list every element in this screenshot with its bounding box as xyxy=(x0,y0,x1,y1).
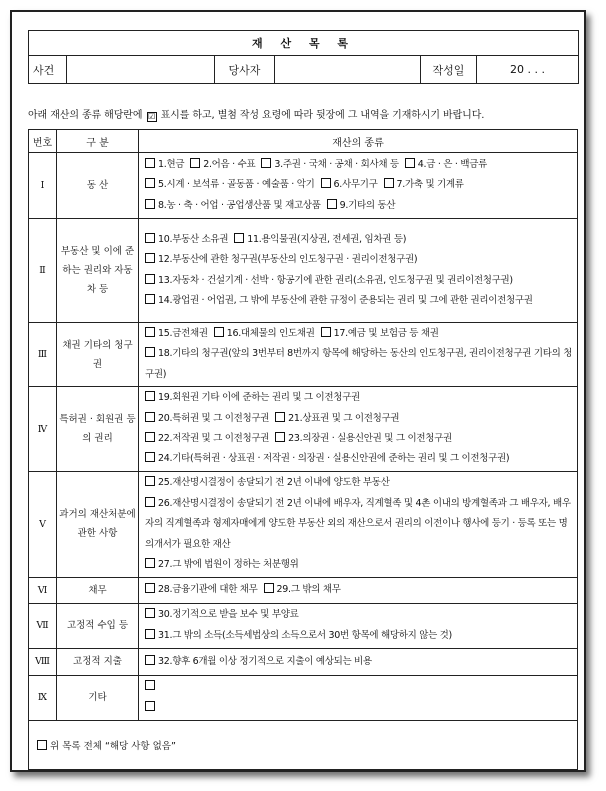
item-line xyxy=(145,344,573,385)
header-category: 구 분 xyxy=(57,130,139,153)
asset-item xyxy=(145,392,360,403)
item-line xyxy=(145,698,573,718)
asset-label: 26.재산명시결정이 송달되기 전 2년 이내에 배우자, 직계혈족 및 4촌 이내의 방계혈족과 그 배우자, 배우자의 직계혈족과 형제자매에게 양도한 부동산 외의 재산으로서 권리의 이전이나 행사에 등기 · 등록 또는 명의개서가 필요한 재산 xyxy=(145,497,571,550)
row-category: 특허권 · 회원권 등의 권리 xyxy=(57,387,139,472)
row-items xyxy=(139,471,578,577)
asset-item xyxy=(145,254,417,265)
asset-item xyxy=(261,159,398,170)
row-number: Ⅴ xyxy=(29,471,57,577)
asset-label: 1.현금 xyxy=(158,158,185,170)
row-number: Ⅷ xyxy=(29,648,57,675)
row-number: Ⅰ xyxy=(29,153,57,219)
asset-label: 20.특허권 및 그 이전청구권 xyxy=(158,412,270,424)
asset-checkbox[interactable] xyxy=(384,178,394,188)
case-field[interactable] xyxy=(67,56,215,84)
table-row xyxy=(29,603,578,648)
asset-checkbox[interactable] xyxy=(145,158,155,168)
asset-checkbox[interactable] xyxy=(145,233,155,243)
asset-checkbox[interactable] xyxy=(145,497,155,507)
asset-checkbox[interactable] xyxy=(145,327,155,337)
asset-label: 21.상표권 및 그 이전청구권 xyxy=(288,412,400,424)
asset-checkbox[interactable] xyxy=(145,655,155,665)
asset-item xyxy=(145,413,269,424)
asset-label: 8.농 · 축 · 어업 · 공업생산품 및 재고상품 xyxy=(158,199,321,211)
asset-label: 12.부동산에 관한 청구권(부동산의 인도청구권 · 권리이전청구권) xyxy=(158,254,418,266)
asset-item xyxy=(145,348,572,379)
row-category: 고정적 수입 등 xyxy=(57,603,139,648)
instruction-after: 표시를 하고, 별첨 작성 요령에 따라 뒷장에 그 내역을 기재하시기 바랍니다. xyxy=(160,110,485,121)
asset-item xyxy=(145,328,208,339)
row-number: Ⅳ xyxy=(29,387,57,472)
item-line xyxy=(145,555,573,575)
table-row xyxy=(29,387,578,472)
item-line xyxy=(145,605,573,625)
asset-label: 15.금전채권 xyxy=(158,328,208,339)
table-row xyxy=(29,471,578,577)
asset-item xyxy=(145,295,533,306)
row-category: 고정적 지출 xyxy=(57,648,139,675)
item-line xyxy=(145,271,573,291)
asset-item xyxy=(145,681,158,692)
asset-label: 23.의장권 · 실용신안권 및 그 이전청구권 xyxy=(288,433,452,445)
asset-label: 5.시계 · 보석류 · 골동품 · 예술품 · 악기 xyxy=(158,179,315,191)
item-line xyxy=(145,175,573,195)
row-category: 부동산 및 이에 준하는 권리와 자동차 등 xyxy=(57,219,139,323)
checkmark-icon: ☑ xyxy=(147,112,156,121)
asset-label: 16.대체물의 인도채권 xyxy=(226,328,315,339)
no-assets-row xyxy=(29,720,578,769)
asset-item xyxy=(145,159,184,170)
asset-label: 24.기타(특허권 · 상표권 · 저작권 · 의장권 · 실용신안권에 준하는 권리 및 그 이전청구권) xyxy=(158,453,510,465)
asset-item xyxy=(405,159,487,170)
asset-table xyxy=(28,129,578,770)
date-label: 작성일 xyxy=(421,56,477,84)
asset-item xyxy=(145,498,571,550)
asset-item xyxy=(384,179,464,190)
asset-item xyxy=(145,630,452,641)
item-line xyxy=(145,494,573,555)
table-row xyxy=(29,219,578,323)
asset-label: 7.가축 및 기계류 xyxy=(396,179,464,191)
asset-checkbox[interactable] xyxy=(145,412,155,422)
asset-checkbox[interactable] xyxy=(261,158,271,168)
item-line xyxy=(145,409,573,429)
item-line xyxy=(145,429,573,449)
asset-checkbox[interactable] xyxy=(145,253,155,263)
asset-checkbox[interactable] xyxy=(145,347,155,357)
asset-label: 6.사무기구 xyxy=(333,179,378,191)
item-line xyxy=(145,449,573,469)
item-line xyxy=(145,324,573,344)
asset-label: 18.기타의 청구권(앞의 3번부터 8번까지 항목에 해당하는 동산의 인도청구권, 권리이전청구권 기타의 청구권) xyxy=(145,348,573,380)
asset-label: 25.재산명시결정이 송달되기 전 2년 이내에 양도한 부동산 xyxy=(158,477,390,489)
asset-checkbox[interactable] xyxy=(145,476,155,486)
item-line xyxy=(145,291,573,311)
asset-label: 22.저작권 및 그 이전청구권 xyxy=(158,433,270,445)
asset-checkbox[interactable] xyxy=(145,294,155,304)
asset-checkbox[interactable] xyxy=(145,199,155,209)
asset-item xyxy=(321,179,378,190)
row-items xyxy=(139,387,578,472)
no-assets-checkbox[interactable] xyxy=(37,740,47,750)
row-number: Ⅵ xyxy=(29,577,57,603)
row-items xyxy=(139,219,578,323)
asset-checkbox[interactable] xyxy=(190,158,200,168)
item-line xyxy=(145,196,573,216)
table-row xyxy=(29,675,578,720)
table-row xyxy=(29,648,578,675)
asset-checkbox[interactable] xyxy=(145,701,155,711)
document-title: 재 산 목 록 xyxy=(29,31,579,56)
asset-checkbox[interactable] xyxy=(214,327,224,337)
asset-checkbox[interactable] xyxy=(145,629,155,639)
asset-item xyxy=(275,433,452,444)
item-line xyxy=(145,250,573,270)
item-line xyxy=(145,626,573,646)
header-asset-type: 재산의 종류 xyxy=(139,130,578,153)
asset-item xyxy=(321,328,439,339)
asset-item xyxy=(214,328,315,339)
asset-item xyxy=(145,656,372,667)
asset-label: 28.금융기관에 대한 채무 xyxy=(158,584,258,596)
row-items xyxy=(139,323,578,387)
no-assets-label: 위 목록 전체 “해당 사항 없음” xyxy=(50,740,176,752)
asset-item xyxy=(145,477,390,488)
row-number: Ⅶ xyxy=(29,603,57,648)
asset-item xyxy=(327,200,396,211)
asset-item xyxy=(145,234,228,245)
asset-label: 27.그 밖에 법원이 정하는 처분행위 xyxy=(158,558,299,570)
asset-label: 11.용익물권(지상권, 전세권, 임차권 등) xyxy=(247,233,407,245)
asset-label: 13.자동차 · 건설기계 · 선박 · 항공기에 관한 권리(소유권, 인도청구권 및 권리이전청구권) xyxy=(158,274,513,286)
party-field[interactable] xyxy=(275,56,421,84)
item-line xyxy=(145,652,573,672)
table-row xyxy=(29,577,578,603)
row-items xyxy=(139,603,578,648)
case-label: 사건 xyxy=(29,56,67,84)
asset-item xyxy=(145,433,269,444)
asset-item xyxy=(145,559,299,570)
row-items xyxy=(139,577,578,603)
table-row xyxy=(29,153,578,219)
asset-item xyxy=(190,159,255,170)
item-line xyxy=(145,580,573,600)
asset-label: 29.그 밖의 채무 xyxy=(276,584,341,596)
item-line xyxy=(145,388,573,408)
asset-label: 31.그 밖의 소득(소득세법상의 소득으로서 30번 항목에 해당하지 않는 것) xyxy=(158,629,452,641)
asset-checkbox[interactable] xyxy=(405,158,415,168)
asset-item xyxy=(145,275,513,286)
row-number: Ⅱ xyxy=(29,219,57,323)
row-category: 채무 xyxy=(57,577,139,603)
row-number: Ⅸ xyxy=(29,675,57,720)
asset-checkbox[interactable] xyxy=(145,432,155,442)
asset-item xyxy=(145,453,509,464)
asset-item xyxy=(145,200,321,211)
asset-checkbox[interactable] xyxy=(234,233,244,243)
row-category: 동 산 xyxy=(57,153,139,219)
asset-checkbox[interactable] xyxy=(275,432,285,442)
row-number: Ⅲ xyxy=(29,323,57,387)
row-items xyxy=(139,153,578,219)
asset-item xyxy=(145,609,299,620)
asset-label: 14.광업권 · 어업권, 그 밖에 부동산에 관한 규정이 준용되는 권리 및 그에 관한 권리이전청구권 xyxy=(158,294,533,306)
party-label: 당사자 xyxy=(215,56,275,84)
asset-label: 9.기타의 동산 xyxy=(339,199,396,211)
asset-item xyxy=(145,584,258,595)
asset-label: 32.향후 6개월 이상 정기적으로 지출이 예상되는 비용 xyxy=(158,655,372,667)
asset-checkbox[interactable] xyxy=(275,412,285,422)
asset-label: 17.예금 및 보험금 등 채권 xyxy=(333,328,439,339)
row-category: 채권 기타의 청구권 xyxy=(57,323,139,387)
header-table xyxy=(28,30,579,84)
item-line xyxy=(145,473,573,493)
asset-item xyxy=(145,179,315,190)
asset-checkbox[interactable] xyxy=(145,274,155,284)
asset-item xyxy=(234,234,406,245)
asset-checkbox[interactable] xyxy=(145,680,155,690)
asset-label: 10.부동산 소유권 xyxy=(158,233,229,245)
instruction-before: 아래 재산의 종류 해당란에 xyxy=(28,110,143,121)
instruction-text xyxy=(28,106,588,122)
asset-label: 3.주권 · 국채 · 공채 · 회사채 등 xyxy=(274,158,399,170)
asset-checkbox[interactable] xyxy=(145,178,155,188)
row-items xyxy=(139,648,578,675)
asset-checkbox[interactable] xyxy=(145,608,155,618)
asset-checkbox[interactable] xyxy=(145,558,155,568)
asset-item xyxy=(275,413,399,424)
header-number: 번호 xyxy=(29,130,57,153)
table-row xyxy=(29,323,578,387)
asset-item xyxy=(145,702,158,713)
row-category: 과거의 재산처분에 관한 사항 xyxy=(57,471,139,577)
asset-checkbox[interactable] xyxy=(145,391,155,401)
asset-checkbox[interactable] xyxy=(321,178,331,188)
date-field[interactable]: 20 . . . xyxy=(477,56,579,84)
item-line xyxy=(145,155,573,175)
asset-checkbox[interactable] xyxy=(145,452,155,462)
asset-label: 4.금 · 은 · 백금류 xyxy=(417,158,487,170)
asset-checkbox[interactable] xyxy=(145,583,155,593)
asset-checkbox[interactable] xyxy=(327,199,337,209)
row-items xyxy=(139,675,578,720)
asset-label: 2.어음 · 수표 xyxy=(203,158,256,170)
item-line xyxy=(145,230,573,250)
asset-checkbox[interactable] xyxy=(321,327,331,337)
asset-label: 30.정기적으로 받을 보수 및 부양료 xyxy=(158,609,299,621)
asset-checkbox[interactable] xyxy=(264,583,274,593)
asset-label: 19.회원권 기타 이에 준하는 권리 및 그 이전청구권 xyxy=(158,392,360,404)
item-line xyxy=(145,677,573,697)
asset-item xyxy=(264,584,341,595)
row-category: 기타 xyxy=(57,675,139,720)
